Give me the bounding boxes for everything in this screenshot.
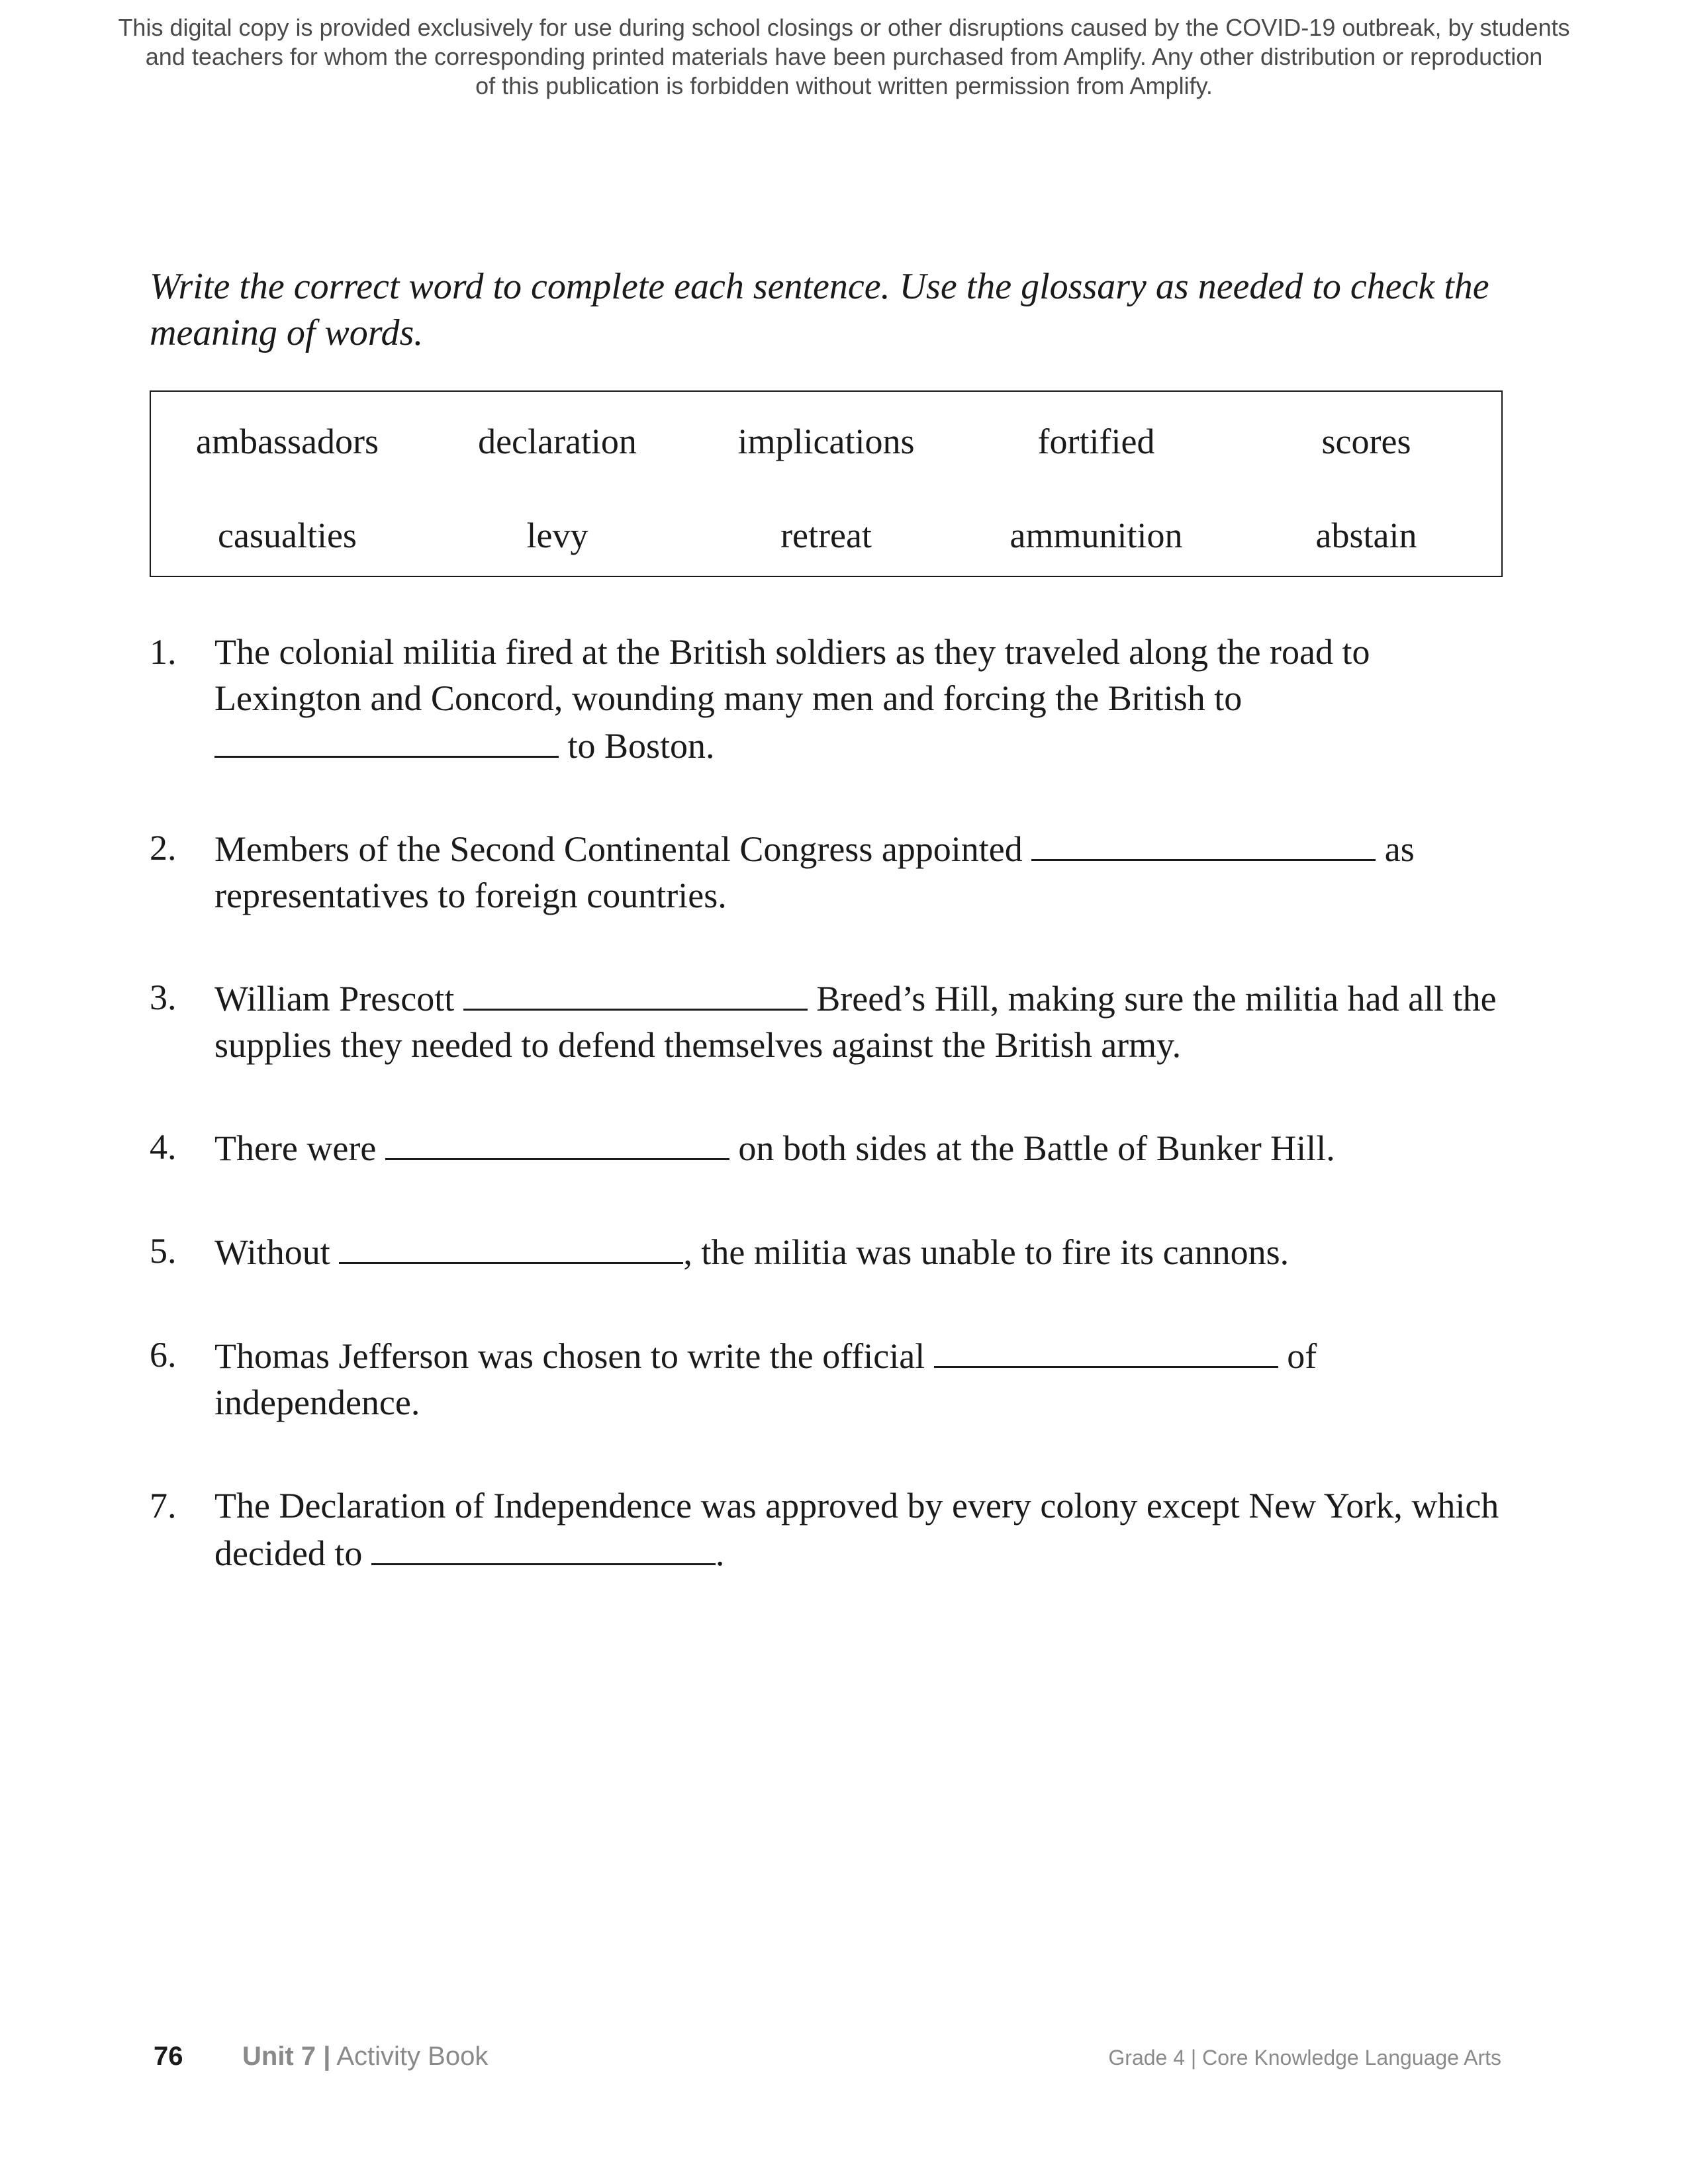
instructions: Write the correct word to complete each sentence. Use the glossary as needed to check the meaning of words.: [150, 266, 1489, 353]
word-bank-word: implications: [737, 422, 915, 461]
question-1: [150, 629, 1520, 769]
copyright-notice: [0, 13, 1688, 101]
question-number: 5.: [150, 1231, 177, 1271]
word-bank-word: fortified: [1037, 422, 1155, 461]
answer-blank[interactable]: [371, 1529, 716, 1565]
answer-blank[interactable]: [339, 1228, 683, 1264]
notice-line: of this publication is forbidden without written permission from Amplify.: [475, 72, 1213, 99]
answer-blank[interactable]: [1031, 825, 1376, 861]
question-text: as representatives to foreign countries.: [214, 829, 1415, 915]
word-bank-word: declaration: [478, 422, 637, 461]
question-text: William Prescott: [214, 979, 455, 1019]
grade-label: Grade 4 | Core Knowledge Language Arts: [1108, 2046, 1501, 2070]
question-text: to Boston.: [567, 726, 715, 766]
word-bank-word: abstain: [1315, 516, 1417, 555]
word-bank-word: retreat: [780, 516, 872, 555]
answer-blank[interactable]: [385, 1124, 729, 1160]
question-text: The colonial militia fired at the British soldiers as they traveled along the road to Lexington and Concord, wounding many men and forcing the British to: [214, 632, 1370, 718]
question-text: There were: [214, 1128, 377, 1168]
word-bank-word: ambassadors: [196, 422, 379, 461]
word-bank-word: ammunition: [1009, 516, 1183, 555]
question-text: Without: [214, 1232, 330, 1272]
answer-blank[interactable]: [934, 1332, 1278, 1368]
question-text: Breed’s Hill, making sure the militia had all the supplies they needed to defend themselves against the British army.: [214, 979, 1497, 1065]
word-bank-word: scores: [1321, 422, 1411, 461]
book-name: Activity Book: [336, 2042, 489, 2071]
separator: |: [323, 2042, 331, 2071]
question-2: [150, 825, 1520, 919]
word-bank-word: casualties: [218, 516, 357, 555]
question-text: on both sides at the Battle of Bunker Hill.: [738, 1128, 1335, 1168]
word-bank: [150, 390, 1503, 577]
notice-line: and teachers for whom the corresponding printed materials have been purchased from Amplify. Any other distribution or reproduction: [145, 43, 1543, 70]
question-number: 1.: [150, 632, 177, 672]
question-3: [150, 974, 1520, 1068]
question-6: [150, 1332, 1520, 1426]
question-text: .: [715, 1533, 725, 1573]
question-text: Thomas Jefferson was chosen to write the official: [214, 1336, 925, 1376]
question-number: 3.: [150, 978, 177, 1017]
question-5: [150, 1228, 1520, 1275]
question-number: 6.: [150, 1335, 177, 1375]
question-text: Members of the Second Continental Congress appointed: [214, 829, 1023, 869]
unit-label: [242, 2042, 488, 2071]
page-footer: [0, 2042, 1688, 2081]
question-7: [150, 1482, 1520, 1576]
question-number: 7.: [150, 1486, 177, 1525]
question-text: The Declaration of Independence was approved by every colony except New York, which decided to: [214, 1486, 1499, 1573]
page-number: 76: [154, 2042, 183, 2071]
notice-line: This digital copy is provided exclusively for use during school closings or other disruptions caused by the COVID-19 outbreak, by students: [118, 14, 1570, 41]
question-text: , the militia was unable to fire its cannons.: [683, 1232, 1289, 1272]
answer-blank[interactable]: [214, 721, 559, 758]
question-number: 2.: [150, 828, 177, 868]
question-text: of independence.: [214, 1336, 1317, 1422]
word-bank-word: levy: [526, 516, 588, 555]
unit-name: Unit 7: [242, 2042, 316, 2071]
question-number: 4.: [150, 1127, 177, 1167]
question-4: [150, 1124, 1520, 1171]
answer-blank[interactable]: [463, 974, 808, 1011]
